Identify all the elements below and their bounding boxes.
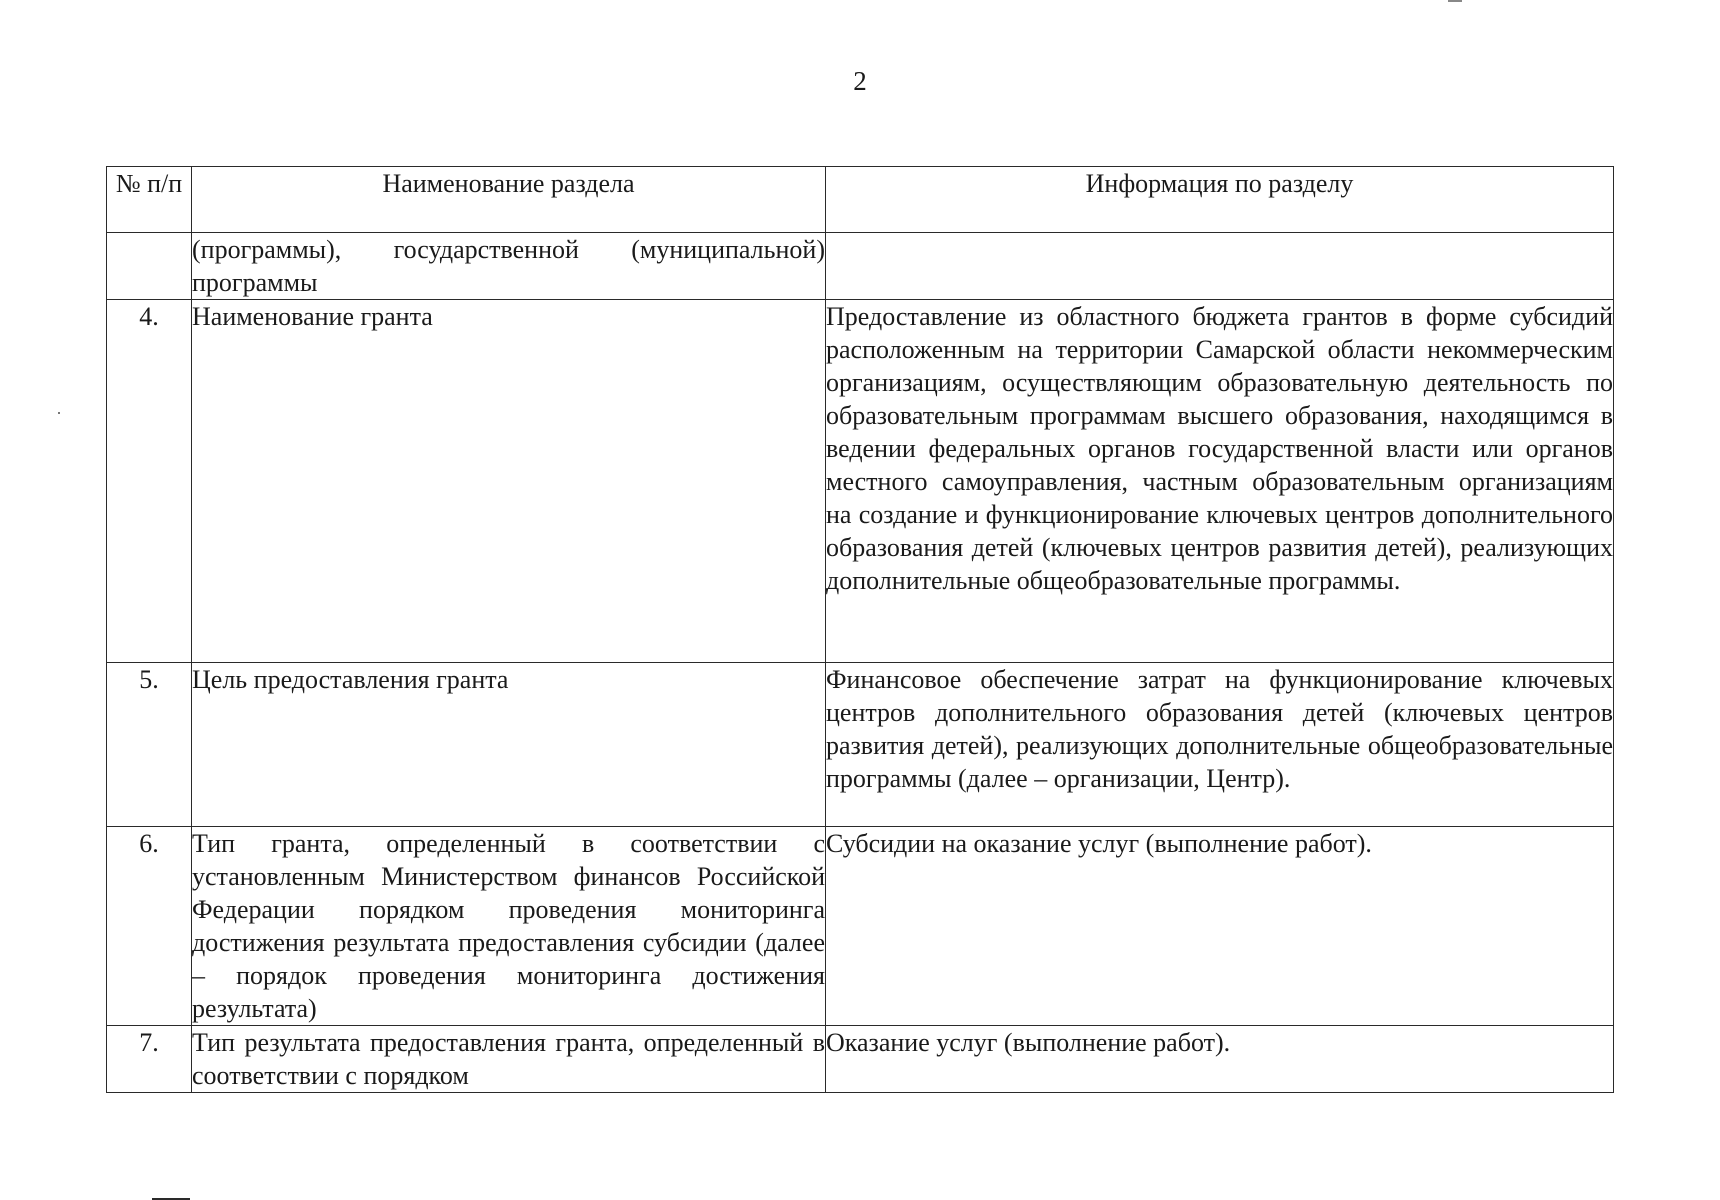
row-name: Цель предоставления гранта [192, 663, 826, 827]
row-num: 6. [107, 827, 192, 1026]
row-info: Финансовое обеспечение затрат на функционирование ключевых центров дополнительного образования детей (ключевых центров развития детей), реализующих дополнительные общеобразовательные программы (далее – организации, Центр). [826, 663, 1614, 827]
table-row [107, 827, 1614, 1026]
table-row [107, 1026, 1614, 1093]
row-name: Тип гранта, определенный в соответствии с установленным Министерством финансов Российской Федерации порядком проведения мониторинга достижения результата предоставления субсидии (далее – порядок проведения мониторинга достижения результата) [192, 827, 826, 1026]
table-header-row [107, 167, 1614, 233]
row-name: Наименование гранта [192, 300, 826, 663]
row-name: (программы), государственной (муниципальной) программы [192, 233, 826, 300]
row-num: 4. [107, 300, 192, 663]
header-num: № п/п [107, 167, 192, 233]
table-row [107, 300, 1614, 663]
scan-corner-mark [1448, 0, 1462, 2]
row-info [826, 233, 1614, 300]
row-num [107, 233, 192, 300]
grant-info-table [106, 166, 1614, 1093]
scan-dot-mark [58, 412, 60, 414]
row-info: Оказание услуг (выполнение работ). [826, 1026, 1614, 1093]
row-num: 5. [107, 663, 192, 827]
table-row [107, 233, 1614, 300]
header-info: Информация по разделу [826, 167, 1614, 233]
row-info: Субсидии на оказание услуг (выполнение работ). [826, 827, 1614, 1026]
row-info: Предоставление из областного бюджета грантов в форме субсидий расположенным на территории Самарской области некоммерческим организациям, осуществляющим образовательную деятельность по образовательным программам высшего образования, находящимся в ведении федеральных органов государственной власти или органов местного самоуправления, частным образовательным организациям на создание и функционирование ключевых центров дополнительного образования детей (ключевых центров развития детей), реализующих дополнительные общеобразовательные программы. [826, 300, 1614, 663]
row-num: 7. [107, 1026, 192, 1093]
table-row [107, 663, 1614, 827]
page-number: 2 [853, 66, 867, 96]
header-name: Наименование раздела [192, 167, 826, 233]
row-name: Тип результата предоставления гранта, определенный в соответствии с порядком [192, 1026, 826, 1093]
